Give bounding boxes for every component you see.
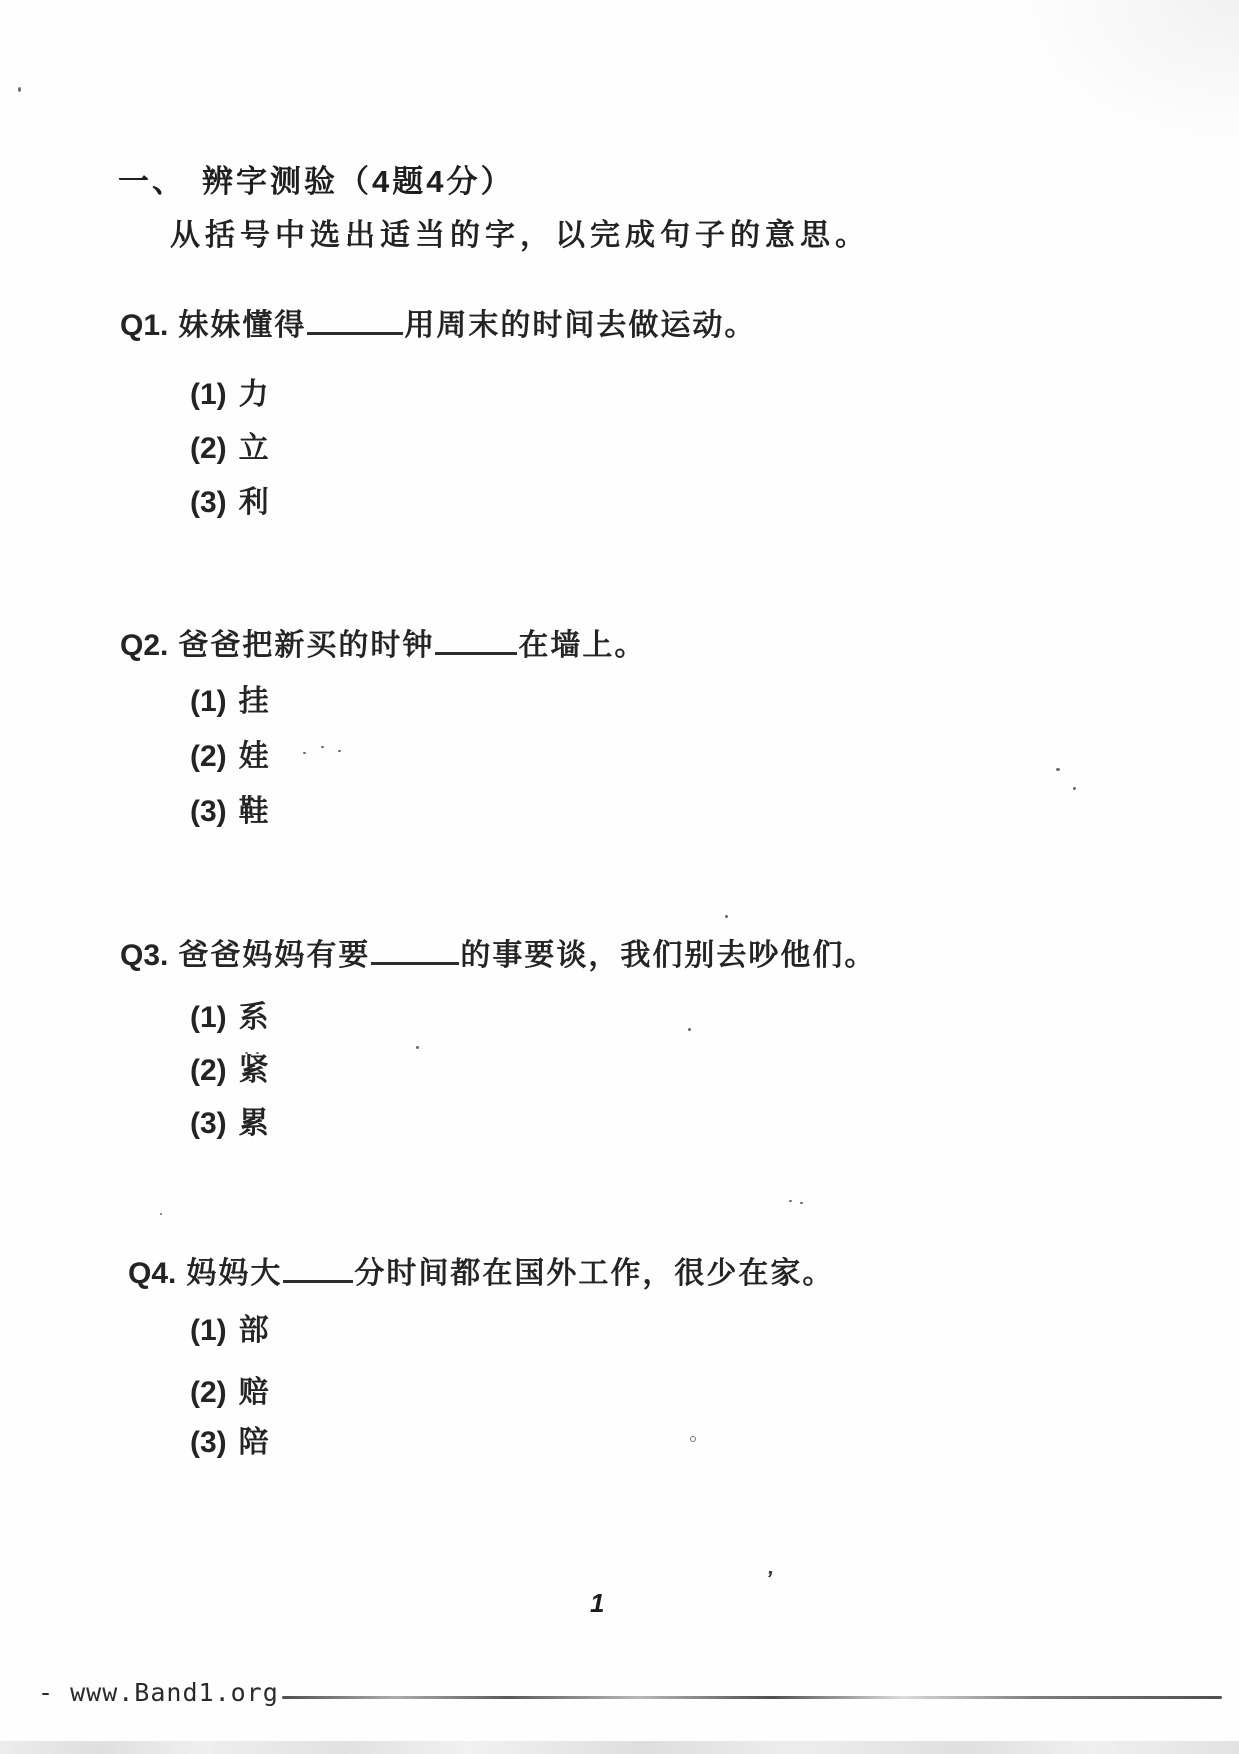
option-number: (1) [190,378,227,411]
scan-stray-mark: ’ [763,1565,775,1592]
scan-speck [160,1213,162,1215]
scan-speck [303,752,306,754]
section-header [118,156,514,201]
question-2-blank [435,622,517,655]
option-number: (2) [190,1376,227,1409]
option-character: 陪 [238,1426,270,1459]
scan-speck [1056,768,1060,771]
option-number: (3) [190,795,227,828]
question-3-text-before: 爸爸妈妈有要 [178,939,371,972]
option-character: 部 [238,1314,270,1347]
scan-speck [725,915,728,918]
option-character: 利 [238,486,270,519]
option-number: (3) [190,1426,227,1459]
scan-speck [690,1436,696,1442]
scan-speck [800,1202,803,1204]
question-1-blank [307,302,403,335]
page-number: 1 [590,1588,605,1618]
scan-speck [416,1046,419,1049]
option-number: (1) [190,1001,227,1034]
question-3-stem [120,930,876,974]
option-character: 娃 [238,740,270,773]
question-4-option-3 [190,1417,270,1461]
question-1-stem [120,300,756,344]
question-3-option-1 [190,992,270,1036]
question-1-text-before: 妹妹懂得 [178,309,307,342]
question-4-text-before: 妈妈大 [186,1257,283,1290]
section-number: 一、 [118,164,186,199]
option-number: (2) [190,432,227,465]
scan-edge-band [0,1741,1239,1754]
question-1-label: Q1. [120,309,169,342]
question-2-stem [120,620,646,664]
footer-rule-line [282,1696,1222,1699]
scan-speck [1073,787,1076,790]
question-3-label: Q3. [120,939,169,972]
question-4-stem [128,1248,834,1292]
scan-speck [789,1200,792,1202]
question-4-label: Q4. [128,1257,177,1290]
question-2-text-before: 爸爸把新买的时钟 [178,629,435,662]
option-character: 挂 [238,685,270,718]
question-2-label: Q2. [120,629,169,662]
footer-website: - www.Band1.org [38,1678,279,1707]
option-character: 赔 [238,1376,270,1409]
option-number: (3) [190,1107,227,1140]
question-2-text-after: 在墙上。 [518,629,647,662]
scan-speck [256,1052,259,1054]
option-number: (2) [190,1054,227,1087]
option-character: 立 [238,432,270,465]
scan-corner-shade [1009,0,1239,150]
option-character: 系 [238,1001,270,1034]
section-instruction: 从括号中选出适当的字，以完成句子的意思。 [170,219,870,252]
question-2-option-3 [190,786,270,830]
option-character: 累 [238,1107,270,1140]
scan-speck [18,87,21,92]
question-4-option-2 [190,1367,270,1411]
question-1-option-1 [190,369,270,413]
question-4-option-1 [190,1305,270,1349]
option-number: (2) [190,740,227,773]
scan-speck [688,1028,691,1031]
question-1-option-3 [190,477,270,521]
option-character: 紧 [238,1054,270,1087]
question-4-text-after: 分时间都在国外工作，很少在家。 [354,1257,835,1290]
question-3-text-after: 的事要谈，我们别去吵他们。 [460,939,877,972]
question-2-option-1 [190,676,270,720]
scan-speck [321,746,324,748]
question-3-blank [371,932,459,965]
question-4-blank [283,1250,353,1283]
scan-speck [245,1052,248,1054]
section-title: 辨字测验（4题4分） [202,164,515,199]
option-character: 鞋 [238,795,270,828]
question-2-option-2 [190,731,270,775]
option-character: 力 [238,378,270,411]
option-number: (3) [190,486,227,519]
question-1-option-2 [190,423,270,467]
option-number: (1) [190,685,227,718]
option-number: (1) [190,1314,227,1347]
scan-speck [338,750,341,752]
question-1-text-after: 用周末的时间去做运动。 [404,309,757,342]
question-3-option-3 [190,1098,270,1142]
